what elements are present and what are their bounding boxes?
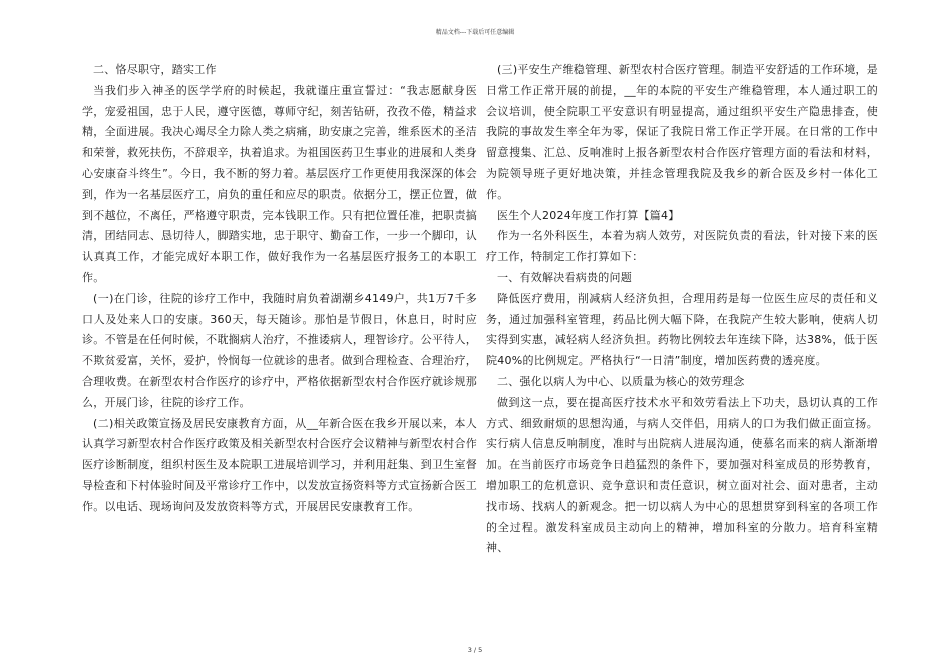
right-column xyxy=(486,60,878,559)
paragraph-service-quality: 做到这一点，要在提高医疗技术水平和效劳看法上下功夫，恳切认真的工作方式、细致耐烦的思想沟通，与病人交伴侣，用病人的口为我们做正面宣扬。实行病人信息反响制度，准时与出院病人进展沟通，使慕名而来的病人渐渐增加。在当前医疗市场竞争日趋猛烈的条件下，要加强对科室成员的形势教育，增加职工的危机意识、竞争意识和责任意识，树立面对社会、面对患者，主动找市场、找病人的新观念。把一切以病人为中心的思想贯穿到科室的各项工作的全过程。激发科室成员主动向上的精神，增加科室的分散力。培育科室精神、 xyxy=(486,395,878,555)
page-header: 精品文档---下载后可任意编辑 xyxy=(435,29,515,36)
section-title-plan: 医生个人2024年度工作打算【篇4】 xyxy=(497,208,680,222)
paragraph-outpatient: (一)在门诊，往院的诊疗工作中，我随时肩负着湖潮乡4149户，共1万7千多口人及处来人口的安康。360天，每天随诊。那怕是节假日，休息日，时时应诊。不管是在任何时候，不耽搁病人治疗，不推诿病人，理智诊疗。公平待人，不欺贫爱富，关怀，爱护，怜悯每一位就诊的患者。做到合理检查、合理治疗，合理收费。在新型农村合作医疗的诊疗中，严格依据新型农村合作医疗就诊规那么，开展门诊，往院的诊疗工作。 xyxy=(82,291,477,409)
section-heading-diligence: 二、恪尽职守，踏实工作 xyxy=(93,63,217,76)
page-number: 3 / 5 xyxy=(467,646,483,654)
section-heading-patient-centered: 二、强化以病人为中心、以质量为核心的效劳理念 xyxy=(497,374,745,388)
paragraph-policy-education: (二)相关政策宣扬及居民安康教育方面，从__年新合医在我乡开展以来，本人认真学习新型农村合作医疗政策及相关新型农村合医疗会议精神与新型农村合作医疗诊断制度，组织村医生及本院职工进展培训学习，并利用赶集、到卫生室督导检查和下村体验时间及平常诊疗工作中，以发放宣扬资料等方式宣扬新合医工作。以电话、现场询问及发放资料等方式，开展居民安康教育工作。 xyxy=(82,416,477,513)
section-heading-costs: 一、有效解决看病贵的问题 xyxy=(497,270,632,284)
paragraph-oath: 当我们步入神圣的医学学府的时候起，我就谨庄重宣誓过：“我志愿献身医学，宠爱祖国，忠于人民，遵守医德，尊师守纪，刻苦钻研，孜孜不倦，精益求精，全面进展。我决心竭尽全力除人类之病痛，助安康之完善，维系医术的圣洁和荣誉，救死扶伤，不辞艰辛，执着追求。为祖国医药卫生事业的进展和人类身心安康奋斗终生”。今日，我不断的努力着。基层医疗工作更使用我深深的体会到，作为一名基层医疗工，肩负的重任和应尽的职责。依据分工，摆正位置，做到不越位，不离任，严格遵守职责，完本钱职工作。只有把位置任准，把职责搞清，团结同志、恳切待人，脚踏实地，忠于职守、勤奋工作，一步一个脚印，认认真真工作，才能完成好本职工作，做好我作为一名基层医疗报务工的本职工作。 xyxy=(82,83,477,284)
left-column xyxy=(82,60,477,518)
paragraph-safety-management: (三)平安生产维稳管理、新型农村合医疗管理。制造平安舒适的工作环境，是日常工作正常开展的前提，__年的本院的平安生产维稳管理，本人通过职工的会议培训，使全院职工平安意识有明显提高，通过组织平安生产隐患排查，使我院的事故发生率全年为零，保证了我院日常工作正学开展。在日常的工作中留意搜集、汇总、反响准时上报各新型农村合作医疗管理方面的看法和材料，为院领导班子更好地决策，并挂念管理我院及我乡的新合医及乡村一体化工作。 xyxy=(486,63,878,201)
paragraph-reduce-costs: 降低医疗费用，削减病人经济负担，合理用药是每一位医生应尽的责任和义务，通过加强科室管理，药品比例大幅下降，在我院产生较大影响，使病人切实得到实惠，减轻病人经济负担。药物比例较去年连续下降，达38%，低于医院40%的比例规定。严格执行“一日清”制度，增加医药费的透亮度。 xyxy=(486,291,878,368)
paragraph-intro: 作为一名外科医生，本着为病人效劳，对医院负责的看法，针对接下来的医疗工作，特制定工作打算如下： xyxy=(486,229,878,264)
